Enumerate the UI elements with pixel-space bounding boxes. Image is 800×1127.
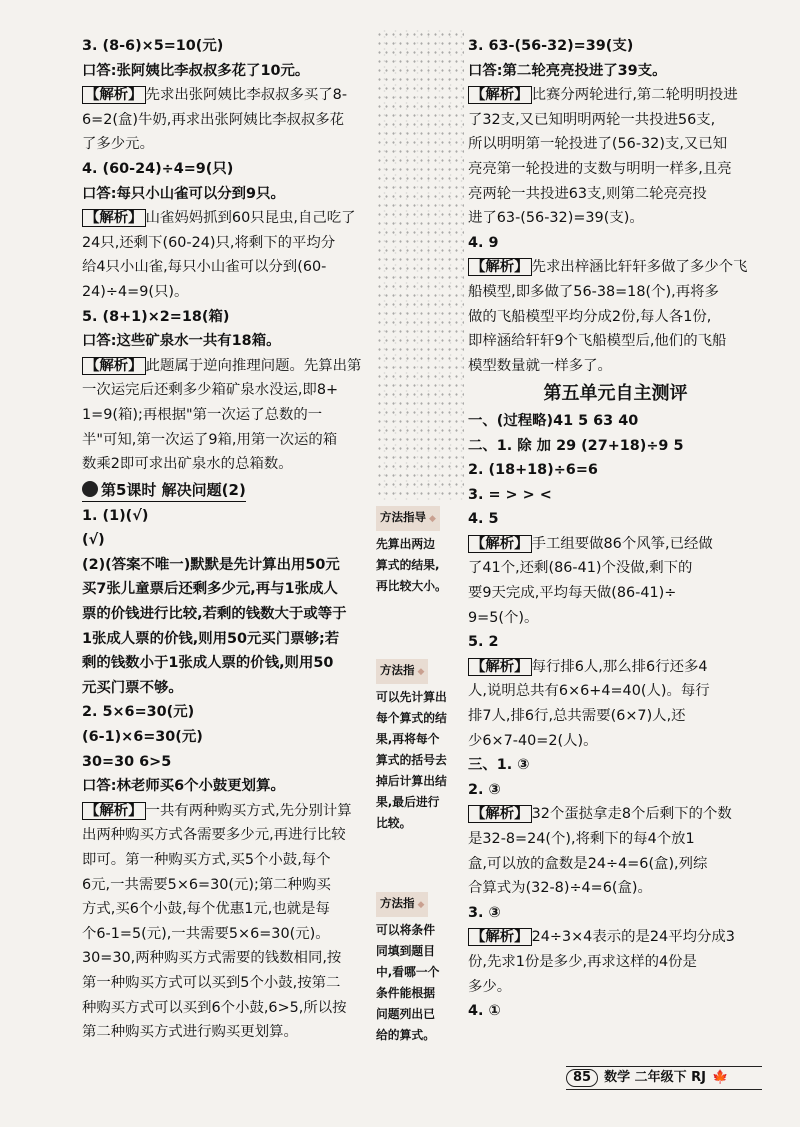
line-text: 2. 5×6=30(元) [82, 704, 195, 721]
lesson-badge-icon [82, 481, 98, 497]
text-line [468, 606, 763, 631]
line-text: 5. (8+1)×2=18(箱) [82, 308, 230, 325]
text-line [468, 655, 763, 680]
line-text: 2. ③ [468, 781, 501, 798]
line-text: 票的价钱进行比较,若剩的钱数大于或等于 [82, 606, 347, 623]
text-line [82, 799, 378, 824]
text-line [82, 897, 378, 922]
text-line [82, 403, 378, 428]
binding-texture [376, 30, 464, 500]
line-text: 4. (60-24)÷4=9(只) [82, 160, 234, 177]
line-text: 即可。第一种购买方式,买5个小鼓,每个 [82, 852, 331, 868]
text-line [468, 409, 763, 434]
text-line [468, 975, 763, 1000]
page-number: 85 [566, 1069, 598, 1087]
line-text: 亮两轮一共投进63支,则第二轮亮亮投 [468, 185, 707, 202]
line-text: 手工组要做86个风筝,已经做 [531, 535, 713, 552]
text-line [82, 873, 378, 898]
text-line [468, 729, 763, 754]
text-line [82, 132, 378, 157]
method-guide-line: 果,再将每个 [376, 732, 440, 746]
text-line [82, 848, 378, 873]
text-line [468, 329, 763, 354]
line-text: 4. 9 [468, 234, 499, 251]
line-text: 给4只小山雀,每只小山雀可以分到(60- [82, 259, 327, 276]
text-line [468, 34, 763, 59]
text-line [82, 231, 378, 256]
text-line [468, 83, 763, 108]
text-line [82, 922, 378, 947]
text-line [468, 59, 763, 84]
line-text: (6-1)×6=30(元) [82, 729, 203, 746]
line-text: 24÷3×4表示的是24平均分成3 [531, 929, 735, 946]
line-text: 5. 2 [468, 634, 499, 651]
line-text: (2)(答案不唯一)默默是先计算出用50元 [82, 556, 340, 573]
text-line [468, 108, 763, 133]
line-text: 少6×7-40=2(人)。 [468, 732, 598, 749]
method-guide-line: 中,看哪一个 [376, 965, 440, 979]
text-line [468, 354, 763, 379]
line-text: 口答:张阿姨比李叔叔多花了10元。 [82, 62, 310, 79]
line-text: (√) [82, 532, 105, 549]
text-line [82, 206, 378, 231]
analysis-tag: 【解析】 [468, 805, 532, 823]
text-line [82, 725, 378, 750]
line-text: 24只,还剩下(60-24)只,将剩下的平均分 [82, 234, 336, 251]
text-line [82, 602, 378, 627]
text-line [82, 329, 378, 354]
text-line [468, 483, 763, 508]
line-text: 元买门票不够。 [82, 679, 183, 696]
analysis-tag: 【解析】 [82, 209, 146, 227]
line-text: 一次运完后还剩多少箱矿泉水没运,即8+ [82, 382, 339, 399]
text-line [82, 428, 378, 453]
lesson-heading [82, 479, 246, 502]
text-line [468, 925, 763, 950]
method-guide-line: 再比较大小。 [376, 579, 447, 593]
line-text: 进了63-(56-32)=39(支)。 [468, 210, 644, 227]
text-line [82, 280, 378, 305]
text-line [82, 774, 378, 799]
line-text: 亮亮第一轮投进的支数与明明一样多,且亮 [468, 160, 732, 177]
text-line [82, 354, 378, 379]
text-line [82, 255, 378, 280]
text-line [468, 999, 763, 1024]
text-line [468, 802, 763, 827]
line-text: 1. (1)(√) [82, 507, 149, 524]
line-text: 多少。 [468, 978, 512, 995]
method-guide-line: 给的算式。 [376, 1028, 435, 1042]
line-text: 4. 5 [468, 511, 499, 528]
text-line [82, 823, 378, 848]
line-text: 1张成人票的价钱,则用50元买门票够;若 [82, 630, 340, 647]
text-line [468, 280, 763, 305]
line-text: 二、1. 除 加 29 (27+18)÷9 5 [468, 437, 684, 454]
line-text: 口答:这些矿泉水一共有18箱。 [82, 333, 281, 350]
line-text: 即梓涵给轩轩9个飞船模型后,他们的飞船 [468, 333, 727, 350]
text-line [82, 108, 378, 133]
analysis-tag: 【解析】 [468, 658, 532, 676]
line-text: 数乘2即可求出矿泉水的总箱数。 [82, 456, 293, 473]
method-guide-line: 可以将条件 [376, 923, 435, 937]
line-text: 份,先求1份是多少,再求这样的4份是 [468, 953, 697, 970]
text-line [82, 996, 378, 1021]
text-line [468, 581, 763, 606]
text-line [468, 255, 763, 280]
line-text: 3. ③ [468, 904, 501, 921]
method-guide-line: 掉后计算出结 [376, 774, 447, 788]
line-text: 方式,买6个小鼓,每个优惠1元,也就是每 [82, 901, 330, 918]
line-text: 6=2(盒)牛奶,再求出张阿姨比李叔叔多花 [82, 111, 345, 128]
line-text: 口答:第二轮亮亮投进了39支。 [468, 62, 667, 79]
text-line [468, 704, 763, 729]
subject-label: 数学 二年级下 RJ [604, 1070, 706, 1085]
line-text: 32个蛋挞拿走8个后剩下的个数 [531, 806, 732, 823]
line-text: 每行排6人,那么排6行还多4 [531, 658, 708, 675]
line-text: 3. (8-6)×5=10(元) [82, 38, 224, 54]
text-line [468, 231, 763, 256]
line-text: 所以明明第一轮投进了(56-32)支,又已知 [468, 136, 728, 153]
text-line [82, 157, 378, 182]
line-text: 剩的钱数小于1张成人票的价钱,则用50 [82, 655, 334, 672]
line-text: 24)÷4=9(只)。 [82, 283, 189, 300]
text-line [468, 901, 763, 926]
analysis-tag: 【解析】 [468, 535, 532, 553]
line-text: 1=9(箱);再根据"第一次运了总数的一 [82, 406, 323, 423]
method-guide-line: 算式的括号去 [376, 753, 447, 767]
line-text: 第5课时 解决问题(2) [101, 480, 246, 499]
line-text: 此题属于逆向推理问题。先算出第 [145, 357, 362, 374]
method-guide-title: 方法指 ◆ [376, 659, 428, 684]
text-line [82, 577, 378, 602]
text-line [82, 452, 378, 477]
text-line [468, 679, 763, 704]
text-line [468, 157, 763, 182]
text-line [82, 378, 378, 403]
text-line [82, 750, 378, 775]
text-line [468, 876, 763, 901]
text-line [468, 507, 763, 532]
analysis-tag: 【解析】 [468, 258, 532, 276]
text-line [82, 83, 378, 108]
line-text: 排7人,排6行,总共需要(6×7)人,还 [468, 708, 686, 725]
text-line [82, 182, 378, 207]
text-line [468, 532, 763, 557]
line-text: 了多少元。 [82, 136, 154, 153]
text-line [82, 1020, 378, 1045]
line-text: 一、(过程略)41 5 63 40 [468, 412, 639, 429]
text-line [82, 528, 378, 553]
method-guide-title: 方法指 ◆ [376, 892, 428, 917]
text-line [468, 182, 763, 207]
line-text: 口答:每只小山雀可以分到9只。 [82, 185, 285, 202]
line-text: 先求出梓涵比轩轩多做了多少个飞 [531, 259, 748, 276]
page-footer [566, 1066, 762, 1090]
line-text: 9=5(个)。 [468, 609, 539, 626]
line-text: 买7张儿童票后还剩多少元,再与1张成人 [82, 581, 338, 598]
text-line [468, 305, 763, 330]
line-text: 山雀妈妈抓到60只昆虫,自己吃了 [145, 210, 356, 227]
line-text: 30=30,两种购买方式需要的钱数相同,按 [82, 950, 342, 967]
line-text: 3. 63-(56-32)=39(支) [468, 38, 634, 54]
method-guide-title: 方法指导 ◆ [376, 506, 440, 531]
analysis-tag: 【解析】 [82, 357, 146, 375]
line-text: 30=30 6>5 [82, 753, 172, 770]
line-text: 第二种购买方式进行购买更划算。 [82, 1024, 298, 1041]
line-text: 人,说明总共有6×6+4=40(人)。每行 [468, 683, 710, 700]
method-guide-line: 同填到题目 [376, 944, 435, 958]
method-guide-box [376, 886, 466, 1046]
text-line [82, 305, 378, 330]
maple-leaf-icon: 🍁 [712, 1070, 729, 1085]
text-line [82, 553, 378, 578]
analysis-tag: 【解析】 [468, 86, 532, 104]
analysis-tag: 【解析】 [82, 86, 146, 104]
line-text: 第一种购买方式可以买到5个小鼓,按第二 [82, 974, 341, 991]
line-text: 个6-1=5(元),一共需要5×6=30(元)。 [82, 925, 330, 942]
method-guide-box [376, 500, 466, 597]
right-column [468, 34, 763, 1024]
method-guide-column [376, 500, 466, 1046]
unit-title [468, 382, 763, 407]
text-line [82, 504, 378, 529]
text-line [82, 59, 378, 84]
text-line [468, 630, 763, 655]
line-text: 4. ① [468, 1003, 501, 1020]
line-text: 模型数量就一样多了。 [468, 357, 612, 374]
text-line [82, 34, 378, 59]
line-text: 三、1. ③ [468, 757, 530, 774]
line-text: 合算式为(32-8)÷4=6(盒)。 [468, 880, 652, 897]
line-text: 2. (18+18)÷6=6 [468, 462, 598, 479]
line-text: 3. = > > < [468, 486, 552, 503]
line-text: 是32-8=24(个),将剩下的每4个放1 [468, 831, 695, 847]
line-text: 半"可知,第一次运了9箱,用第一次运的箱 [82, 431, 338, 448]
line-text: 要9天完成,平均每天做(86-41)÷ [468, 585, 677, 602]
text-line [82, 651, 378, 676]
method-guide-line: 条件能根据 [376, 986, 435, 1000]
method-guide-line: 可以先计算出 [376, 690, 447, 704]
analysis-tag: 【解析】 [82, 802, 146, 820]
method-guide-line: 每个算式的结 [376, 711, 447, 725]
line-text: 一共有两种购买方式,先分别计算 [145, 802, 352, 819]
text-line [468, 852, 763, 877]
text-line [468, 132, 763, 157]
analysis-tag: 【解析】 [468, 928, 532, 946]
line-text: 船模型,即多做了56-38=18(个),再将多 [468, 283, 719, 300]
line-text: 比赛分两轮进行,第二轮明明投进 [531, 87, 738, 104]
text-line [468, 827, 763, 852]
text-line [468, 458, 763, 483]
method-guide-line: 比较。 [376, 816, 412, 830]
text-line [82, 946, 378, 971]
method-guide-line: 先算出两边 [376, 537, 435, 551]
method-guide-line: 算式的结果, [376, 558, 440, 572]
line-text: 出两种购买方式各需要多少元,再进行比较 [82, 827, 346, 844]
text-line [82, 627, 378, 652]
line-text: 种购买方式可以买到6个小鼓,6>5,所以按 [82, 999, 347, 1016]
line-text: 第五单元自主测评 [543, 383, 688, 405]
line-text: 盒,可以放的盒数是24÷4=6(盒),列综 [468, 855, 708, 872]
text-line [468, 556, 763, 581]
line-text: 了32支,又已知明明两轮一共投进56支, [468, 111, 716, 128]
text-line [82, 700, 378, 725]
text-line [468, 434, 763, 459]
text-line [468, 206, 763, 231]
line-text: 做的飞船模型平均分成2份,每人各1份, [468, 308, 712, 325]
method-guide-line: 果,最后进行 [376, 795, 440, 809]
line-text: 6元,一共需要5×6=30(元);第二种购买 [82, 876, 331, 893]
text-line [468, 753, 763, 778]
text-line [468, 950, 763, 975]
left-column [82, 34, 378, 1045]
text-line [82, 971, 378, 996]
line-text: 了41个,还剩(86-41)个没做,剩下的 [468, 560, 693, 577]
text-line [82, 676, 378, 701]
line-text: 先求出张阿姨比李叔叔多买了8- [145, 87, 348, 104]
method-guide-box [376, 653, 466, 834]
line-text: 口答:林老师买6个小鼓更划算。 [82, 778, 285, 795]
text-line [468, 778, 763, 803]
method-guide-line: 问题列出已 [376, 1007, 435, 1021]
